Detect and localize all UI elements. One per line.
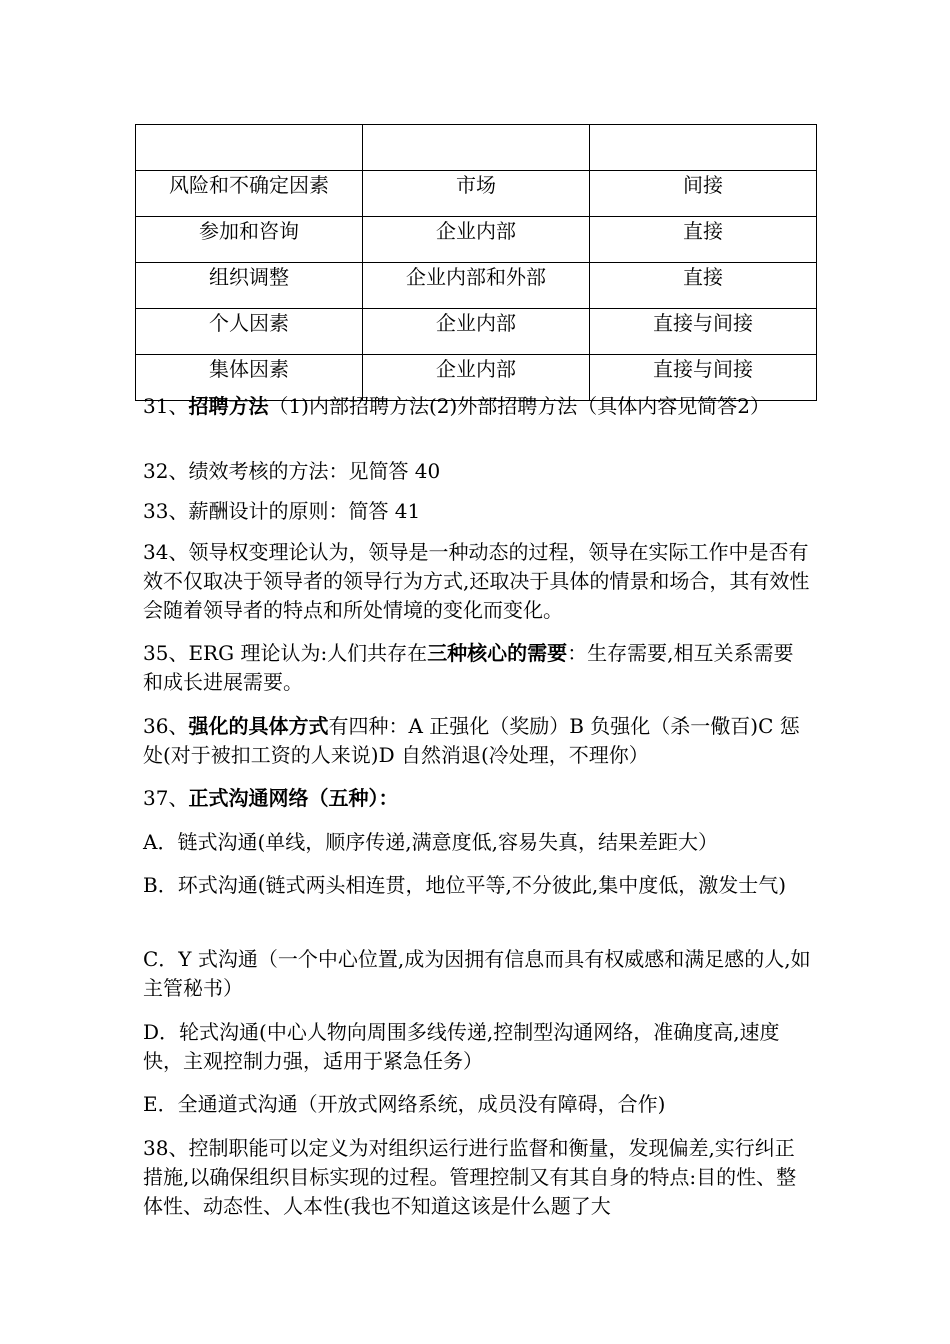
paragraph-31 — [143, 392, 813, 421]
paragraph-e: E．全通道式沟通（开放式网络系统，成员没有障碍，合作) — [143, 1092, 666, 1116]
table-row — [136, 309, 817, 355]
paragraph-b: B．环式沟通(链式两头相连贯，地位平等,不分彼此,集中度低，激发士气) — [143, 873, 787, 897]
paragraph-c: C．Y 式沟通（一个中心位置,成为因拥有信息而具有权威感和满足感的人,如主管秘书） — [143, 947, 811, 1000]
table-cell: 市场 — [363, 171, 590, 217]
table-row — [136, 217, 817, 263]
paragraph-32: 32、绩效考核的方法：见简答 40 — [143, 459, 441, 483]
paragraph-38: 38、控制职能可以定义为对组织运行进行监督和衡量，发现偏差,实行纠正措施,以确保组织目标实现的过程。管理控制又有其自身的特点:目的性、整体性、动态性、人本性(我也不知道这该是什么题了大 — [143, 1136, 797, 1218]
table-cell: 企业内部和外部 — [363, 263, 590, 309]
table-row — [136, 125, 817, 171]
paragraph-35 — [143, 639, 813, 697]
paragraph-text: 35、ERG 理论认为:人们共存在 — [143, 641, 428, 665]
table-cell: 直接 — [590, 217, 817, 263]
table-row — [136, 263, 817, 309]
paragraph-36 — [143, 712, 813, 770]
paragraph-37 — [143, 784, 813, 813]
paragraph-text: 31、 — [143, 394, 189, 418]
table-cell: 直接与间接 — [590, 355, 817, 401]
table-cell: 参加和咨询 — [136, 217, 363, 263]
table-cell — [136, 125, 363, 171]
paragraph-34: 34、领导权变理论认为，领导是一种动态的过程，领导在实际工作中是否有效不仅取决于领导者的领导行为方式,还取决于具体的情景和场合，其有效性会随着领导者的特点和所处情境的变化而变化。 — [143, 540, 810, 622]
table-cell: 间接 — [590, 171, 817, 217]
table-cell: 直接 — [590, 263, 817, 309]
table-cell: 企业内部 — [363, 355, 590, 401]
table-cell — [590, 125, 817, 171]
paragraph-text: 36、 — [143, 714, 189, 738]
paragraph-text: 有四种：A 正强化（奖励）B 负强化（杀一儆百)C 惩处(对于被扣工资的人来说)D 自然消退(冷处理，不理你） — [143, 714, 800, 767]
paragraph-33: 33、薪酬设计的原则：简答 41 — [143, 499, 421, 523]
paragraph-text: ：生存需要,相互关系需要和成长进展需要。 — [143, 641, 794, 694]
paragraph-bold: 招聘方法 — [188, 394, 269, 418]
paragraph-bold: 正式沟通网络（五种）： — [188, 786, 399, 810]
paragraph-a: A．链式沟通(单线，顺序传递,满意度低,容易失真，结果差距大） — [143, 830, 718, 854]
table-cell: 企业内部 — [363, 309, 590, 355]
paragraph-d: D．轮式沟通(中心人物向周围多线传递,控制型沟通网络，准确度高,速度快，主观控制力强，适用于紧急任务） — [143, 1020, 780, 1073]
table-row — [136, 171, 817, 217]
table-cell: 集体因素 — [136, 355, 363, 401]
table-cell: 直接与间接 — [590, 309, 817, 355]
table-cell: 风险和不确定因素 — [136, 171, 363, 217]
paragraph-bold: 强化的具体方式 — [188, 714, 329, 738]
table-cell — [363, 125, 590, 171]
table-cell: 个人因素 — [136, 309, 363, 355]
table-cell: 组织调整 — [136, 263, 363, 309]
paragraph-text: （1)内部招聘方法(2)外部招聘方法（具体内容见简答2） — [268, 394, 771, 418]
paragraph-text: 37、 — [143, 786, 189, 810]
paragraph-bold: 三种核心的需要 — [427, 641, 568, 665]
factors-table — [135, 124, 817, 401]
table-cell: 企业内部 — [363, 217, 590, 263]
